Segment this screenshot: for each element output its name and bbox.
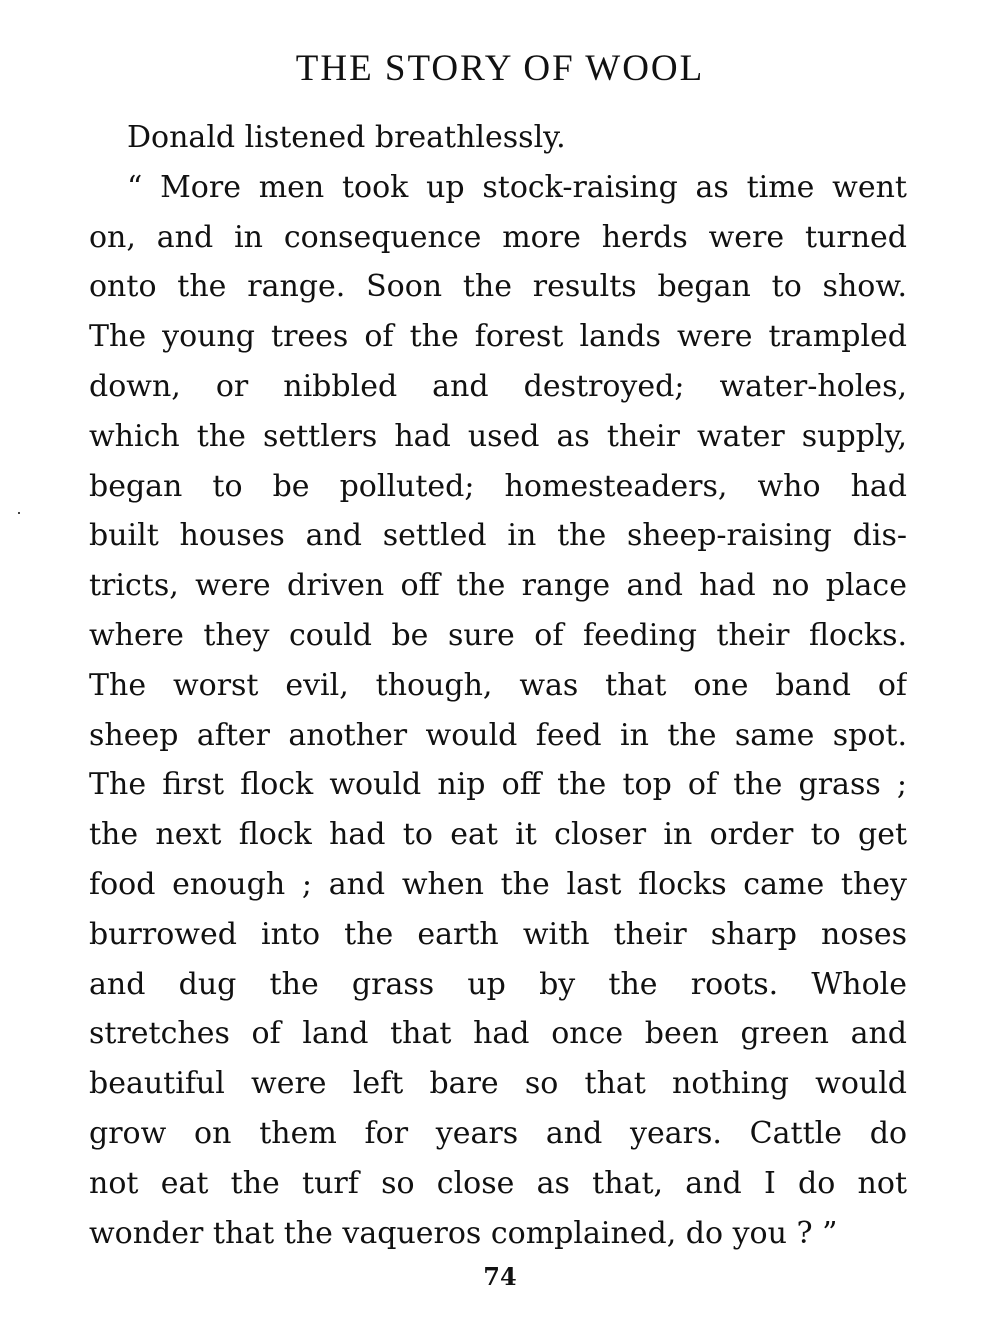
text-line: The young trees of the forest lands were trampled [89,319,907,355]
text-line: stretches of land that had once been green and [89,1016,907,1052]
text-line: onto the range. Soon the results began to show. [89,269,907,305]
text-line: down, or nibbled and destroyed; water-holes, [89,368,907,404]
text-line: grow on them for years and years. Cattle do [89,1115,907,1151]
text-line: built houses and settled in the sheep-raising dis- [89,518,907,554]
text-line: beautiful were left bare so that nothing would [89,1066,907,1102]
text-line: which the settlers had used as their water supply, [89,418,907,454]
text-line: tricts, were driven off the range and had no place [89,568,907,604]
text-line: wonder that the vaqueros complained, do you ? ” [89,1215,838,1251]
text-line: The first flock would nip off the top of the grass ; [89,767,907,803]
text-line: “ More men took up stock-raising as time went [127,169,907,205]
running-head: THE STORY OF WOOL [295,48,705,89]
text-line: began to be polluted; homesteaders, who had [89,468,907,504]
text-line: the next flock had to eat it closer in order to get [89,817,907,853]
text-line: burrowed into the earth with their sharp noses [89,916,907,952]
body-text [89,113,907,1258]
text-line: and dug the grass up by the roots. Whole [89,966,907,1002]
page-number: 74 [483,1262,517,1291]
text-line: Donald listened breathlessly. [127,120,566,155]
scan-speck [18,512,20,514]
text-line: The worst evil, though, was that one band of [89,667,907,703]
text-line: sheep after another would feed in the same spot. [89,717,907,753]
text-line: food enough ; and when the last flocks came they [89,866,907,902]
text-line: where they could be sure of feeding their flocks. [89,617,907,653]
text-line: on, and in consequence more herds were turned [89,219,907,255]
text-line: not eat the turf so close as that, and I do not [89,1165,907,1201]
